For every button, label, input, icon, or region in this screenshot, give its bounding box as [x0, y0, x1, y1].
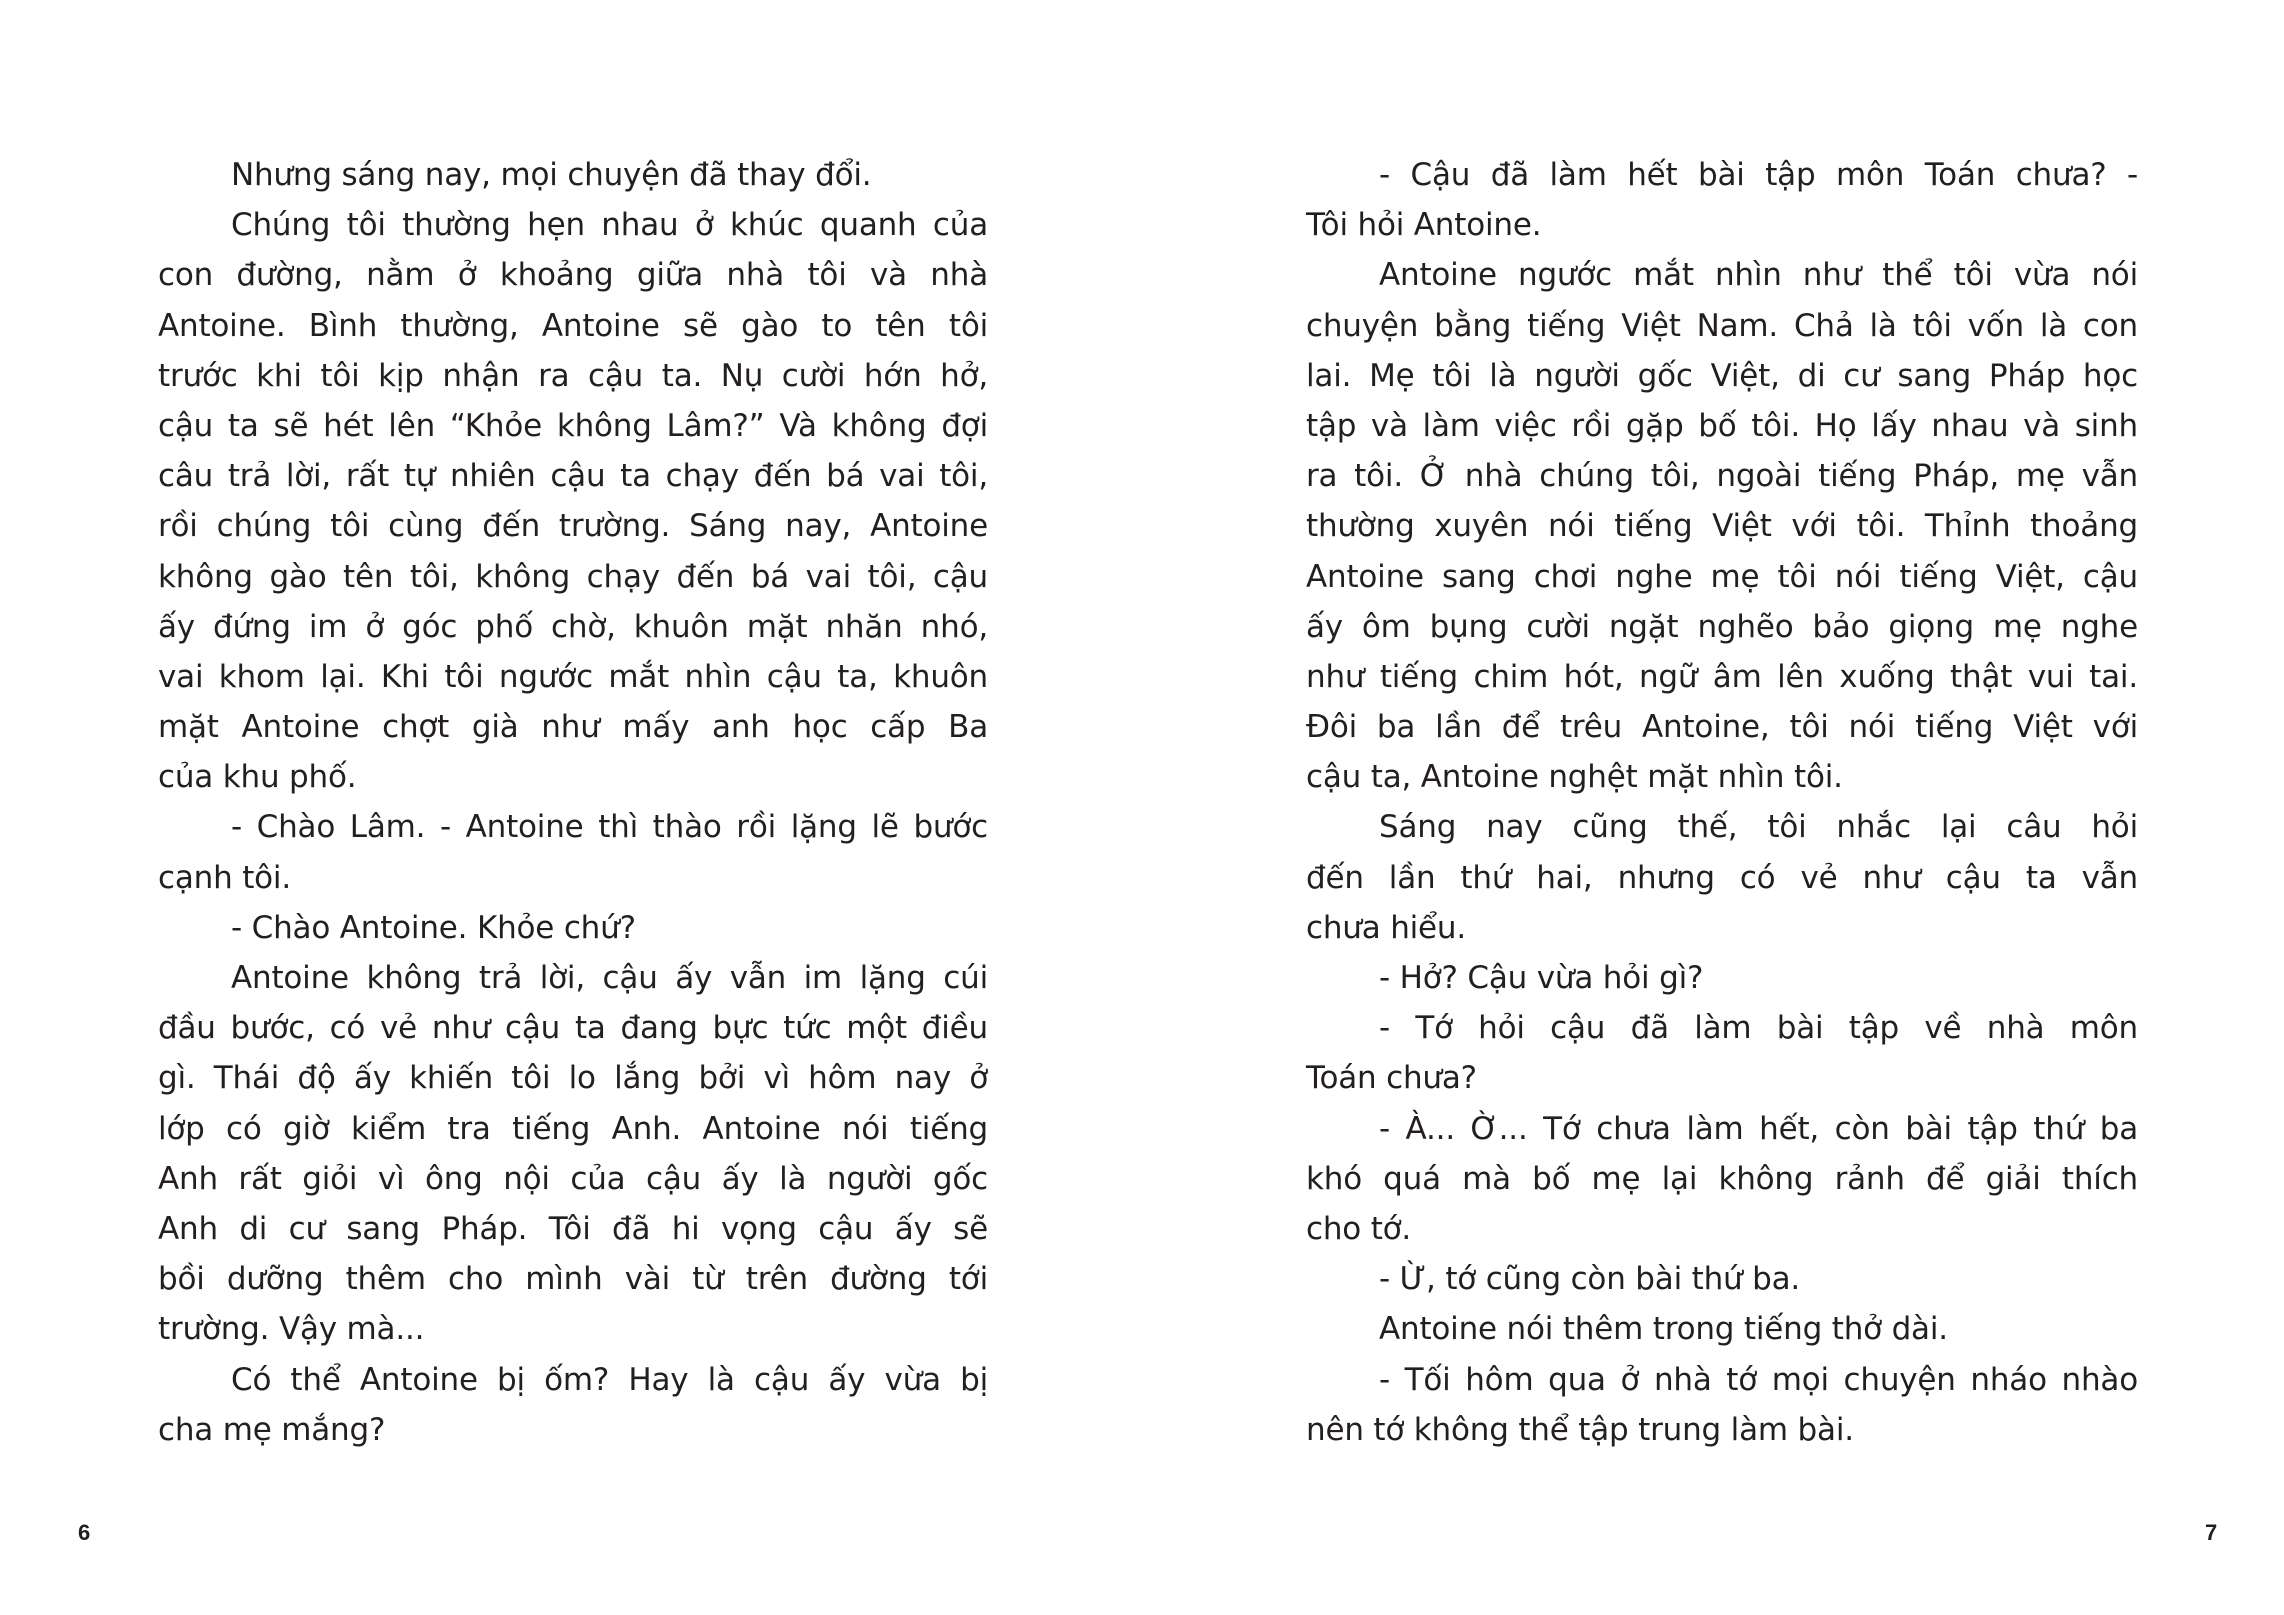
text-line: mặt Antoine chợt già như mấy anh học cấp Ba [158, 709, 988, 746]
paragraph [158, 150, 988, 200]
text-line: - Tối hôm qua ở nhà tớ mọi chuyện nháo nhào [1379, 1361, 2138, 1398]
text-line: trường. Vậy mà... [158, 1311, 425, 1348]
paragraph [1306, 953, 2138, 1003]
text-line: đầu bước, có vẻ như cậu ta đang bực tức một điều [158, 1010, 988, 1047]
paragraph [1306, 1304, 2138, 1354]
paragraph [1306, 1003, 2138, 1103]
text-line: - Chào Lâm. - Antoine thì thào rồi lặng lẽ bước [231, 809, 988, 846]
text-line: trước khi tôi kịp nhận ra cậu ta. Nụ cười hớn hở, [158, 357, 988, 394]
text-line: Antoine ngước mắt nhìn như thể tôi vừa nói [1379, 257, 2138, 294]
paragraph [1306, 1355, 2138, 1455]
text-line: chưa hiểu. [1306, 909, 1467, 946]
paragraph [1306, 1104, 2138, 1255]
text-line: rồi chúng tôi cùng đến trường. Sáng nay, Antoine [158, 508, 988, 545]
paragraph [158, 200, 988, 802]
text-line: Nhưng sáng nay, mọi chuyện đã thay đổi. [231, 157, 872, 193]
text-line: lớp có giờ kiểm tra tiếng Anh. Antoine nói tiếng [158, 1110, 988, 1147]
text-line: ấy đứng im ở góc phố chờ, khuôn mặt nhăn nhó, [158, 608, 988, 645]
text-line: cậu ta, Antoine nghệt mặt nhìn tôi. [1306, 759, 1843, 796]
paragraph [1306, 250, 2138, 802]
text-line: - Ừ, tớ cũng còn bài thứ ba. [1379, 1261, 1801, 1298]
text-line: chuyện bằng tiếng Việt Nam. Chả là tôi vốn là con [1306, 307, 2138, 344]
text-line: tập và làm việc rồi gặp bố tôi. Họ lấy nhau và sinh [1306, 407, 2138, 444]
text-line: Antoine không trả lời, cậu ấy vẫn im lặng cúi [231, 960, 988, 996]
page-number-right: 7 [2205, 1520, 2218, 1545]
text-line: ấy ôm bụng cười ngặt nghẽo bảo giọng mẹ nghe [1306, 608, 2138, 645]
text-line: Sáng nay cũng thế, tôi nhắc lại câu hỏi [1379, 809, 2138, 846]
text-line: Antoine. Bình thường, Antoine sẽ gào to tên tôi [158, 307, 988, 344]
text-line: câu trả lời, rất tự nhiên cậu ta chạy đến bá vai tôi, [158, 458, 988, 495]
paragraph [158, 903, 988, 953]
text-line: như tiếng chim hót, ngữ âm lên xuống thật vui tai. [1306, 658, 2138, 695]
text-line: thường xuyên nói tiếng Việt với tôi. Thỉnh thoảng [1306, 508, 2138, 545]
text-line: - Chào Antoine. Khỏe chứ? [231, 909, 636, 946]
text-line: Tôi hỏi Antoine. [1306, 207, 1542, 244]
text-line: Antoine sang chơi nghe mẹ tôi nói tiếng Việt, cậu [1306, 558, 2138, 595]
text-line: Chúng tôi thường hẹn nhau ở khúc quanh của [231, 207, 988, 244]
paragraph [158, 1355, 988, 1455]
text-line: Toán chưa? [1306, 1060, 1477, 1097]
text-line: bồi dưỡng thêm cho mình vài từ trên đường tới [158, 1261, 988, 1298]
text-line: lai. Mẹ tôi là người gốc Việt, di cư sang Pháp học [1306, 357, 2138, 394]
text-line: - À... Ờ... Tớ chưa làm hết, còn bài tập thứ ba [1379, 1110, 2138, 1147]
paragraph [1306, 802, 2138, 953]
text-line: cạnh tôi. [158, 859, 291, 896]
text-line: vai khom lại. Khi tôi ngước mắt nhìn cậu ta, khuôn [158, 658, 988, 695]
text-line: đến lần thứ hai, nhưng có vẻ như cậu ta vẫn [1306, 859, 2138, 896]
text-line: - Cậu đã làm hết bài tập môn Toán chưa? - [1379, 157, 2138, 193]
text-line: - Tớ hỏi cậu đã làm bài tập về nhà môn [1379, 1010, 2138, 1047]
page-number-left: 6 [78, 1520, 91, 1545]
left-page-text [158, 150, 988, 1455]
text-line: nên tớ không thể tập trung làm bài. [1306, 1411, 1854, 1448]
text-line: không gào tên tôi, không chạy đến bá vai tôi, cậu [158, 558, 988, 595]
text-line: ra tôi. Ở nhà chúng tôi, ngoài tiếng Pháp, mẹ vẫn [1306, 458, 2138, 495]
text-line: Anh rất giỏi vì ông nội của cậu ấy là người gốc [158, 1160, 988, 1197]
text-line: con đường, nằm ở khoảng giữa nhà tôi và nhà [158, 257, 988, 294]
right-page-text [1306, 150, 2138, 1455]
text-line: Anh di cư sang Pháp. Tôi đã hi vọng cậu ấy sẽ [158, 1210, 988, 1247]
paragraph [1306, 150, 2138, 250]
paragraph [158, 953, 988, 1355]
text-line: khó quá mà bố mẹ lại không rảnh để giải thích [1306, 1160, 2138, 1197]
text-line: cậu ta sẽ hét lên “Khỏe không Lâm?” Và không đợi [158, 407, 988, 444]
text-line: của khu phố. [158, 759, 357, 796]
text-line: Có thể Antoine bị ốm? Hay là cậu ấy vừa bị [231, 1361, 988, 1398]
text-line: - Hở? Cậu vừa hỏi gì? [1379, 960, 1704, 996]
text-line: cha mẹ mắng? [158, 1411, 386, 1448]
text-line: gì. Thái độ ấy khiến tôi lo lắng bởi vì hôm nay ở [158, 1060, 988, 1097]
text-line: Antoine nói thêm trong tiếng thở dài. [1379, 1311, 1948, 1348]
paragraph [1306, 1254, 2138, 1304]
paragraph [158, 802, 988, 902]
text-line: Đôi ba lần để trêu Antoine, tôi nói tiếng Việt với [1306, 709, 2138, 746]
text-line: cho tớ. [1306, 1210, 1412, 1247]
